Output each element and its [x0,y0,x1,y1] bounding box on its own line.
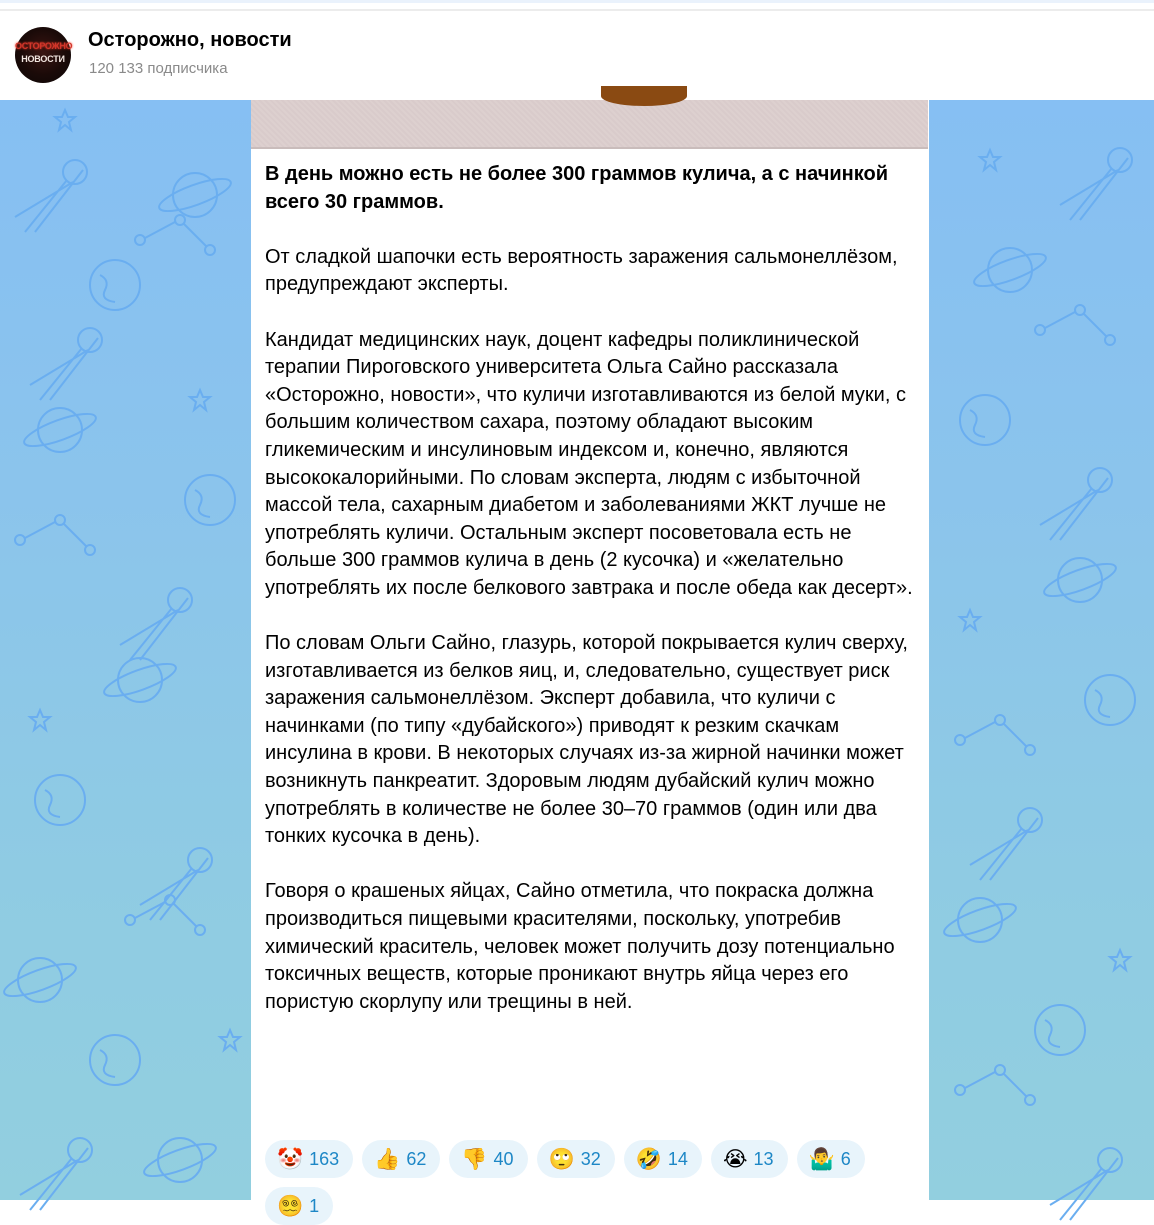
post-paragraph: Говоря о крашеных яйцах, Сайно отметила, что покраска должна производиться пищевыми красителями, поскольку, употребив химический краситель, человек может получить дозу потенциально токсичных веществ, которые проникают внутрь яйца через его пористую скорлупу или трещины в ней. [265,880,895,1013]
reaction-shrug[interactable] [797,1140,865,1178]
post-text [265,161,920,1044]
post-paragraph: От сладкой шапочки есть вероятность заражения сальмонеллёзом, предупреждают эксперты. [265,245,898,296]
subscriber-count: 120 133 подписчика [89,60,228,77]
shrug-icon: 🤷‍♂️ [808,1146,835,1171]
avatar-logo-text-top: ОСТОРОЖНО [15,41,73,51]
post-image[interactable] [251,100,928,149]
kulich-image-fragment [601,86,687,106]
reactions-bar [265,1140,925,1225]
reaction-count: 32 [580,1148,601,1169]
reaction-thumbs-down[interactable] [449,1140,527,1178]
avatar-logo-text-bottom: НОВОСТИ [21,54,65,64]
reaction-eye-roll[interactable] [537,1140,615,1178]
reaction-count: 13 [753,1148,774,1169]
reaction-clown[interactable] [265,1140,353,1178]
thumbs-up-icon: 👍 [374,1146,401,1171]
channel-title[interactable]: Осторожно, новости [88,29,292,51]
reaction-count: 163 [309,1148,340,1169]
reaction-count: 6 [840,1148,851,1169]
channel-avatar[interactable] [15,27,71,83]
thumbs-down-icon: 👎 [461,1146,488,1171]
crying-face-icon: 😭 [722,1146,748,1171]
reaction-count: 14 [667,1148,688,1169]
post-lead: В день можно есть не более 300 граммов кулича, а с начинкой всего 30 граммов. [265,163,888,213]
browser-top-strip [0,0,1154,3]
eye-roll-icon: 🙄 [548,1146,575,1171]
reaction-count: 62 [406,1148,427,1169]
reaction-crying[interactable] [711,1140,788,1178]
dizzy-face-icon: 😵‍💫 [277,1193,304,1218]
post-paragraph: По словам Ольги Сайно, глазурь, которой покрывается кулич сверху, изготавливается из белков яиц, и, следовательно, существует риск заражения сальмонеллёзом. Эксперт добавила, что куличи с начинками (по типу «дубайского») приводят к резким скачкам инсулина в крови. В некоторых случаях из-за жирной начинки может возникнуть панкреатит. Здоровым людям дубайский кулич можно употреблять в количестве не более 30–70 граммов (один или два тонких кусочка в день). [265,632,908,848]
reaction-rofl[interactable] [624,1140,702,1178]
channel-header [0,11,1154,100]
reaction-count: 1 [309,1195,320,1216]
reaction-dizzy[interactable] [265,1187,333,1225]
post-paragraph: Кандидат медицинских наук, доцент кафедры поликлинической терапии Пироговского университета Ольга Сайно рассказала «Осторожно, новости», что куличи изготавливаются из белой муки, с большим количеством сахара, поэтому обладают высоким гликемическим и инсулиновым индексом и, конечно, являются высококалорийными. По словам эксперта, людям с избыточной массой тела, сахарным диабетом и заболеваниями ЖКТ лучше не употреблять куличи. Остальным эксперт посоветовала есть не больше 300 граммов кулича в день (2 кусочка) и «желательно употреблять их после белкового завтрака и после обеда как десерт». [265,328,913,599]
clown-face-icon: 🤡 [277,1146,304,1171]
channel-post [251,100,929,1218]
reaction-thumbs-up[interactable] [362,1140,440,1178]
rofl-icon: 🤣 [635,1146,662,1171]
reaction-count: 40 [493,1148,514,1169]
